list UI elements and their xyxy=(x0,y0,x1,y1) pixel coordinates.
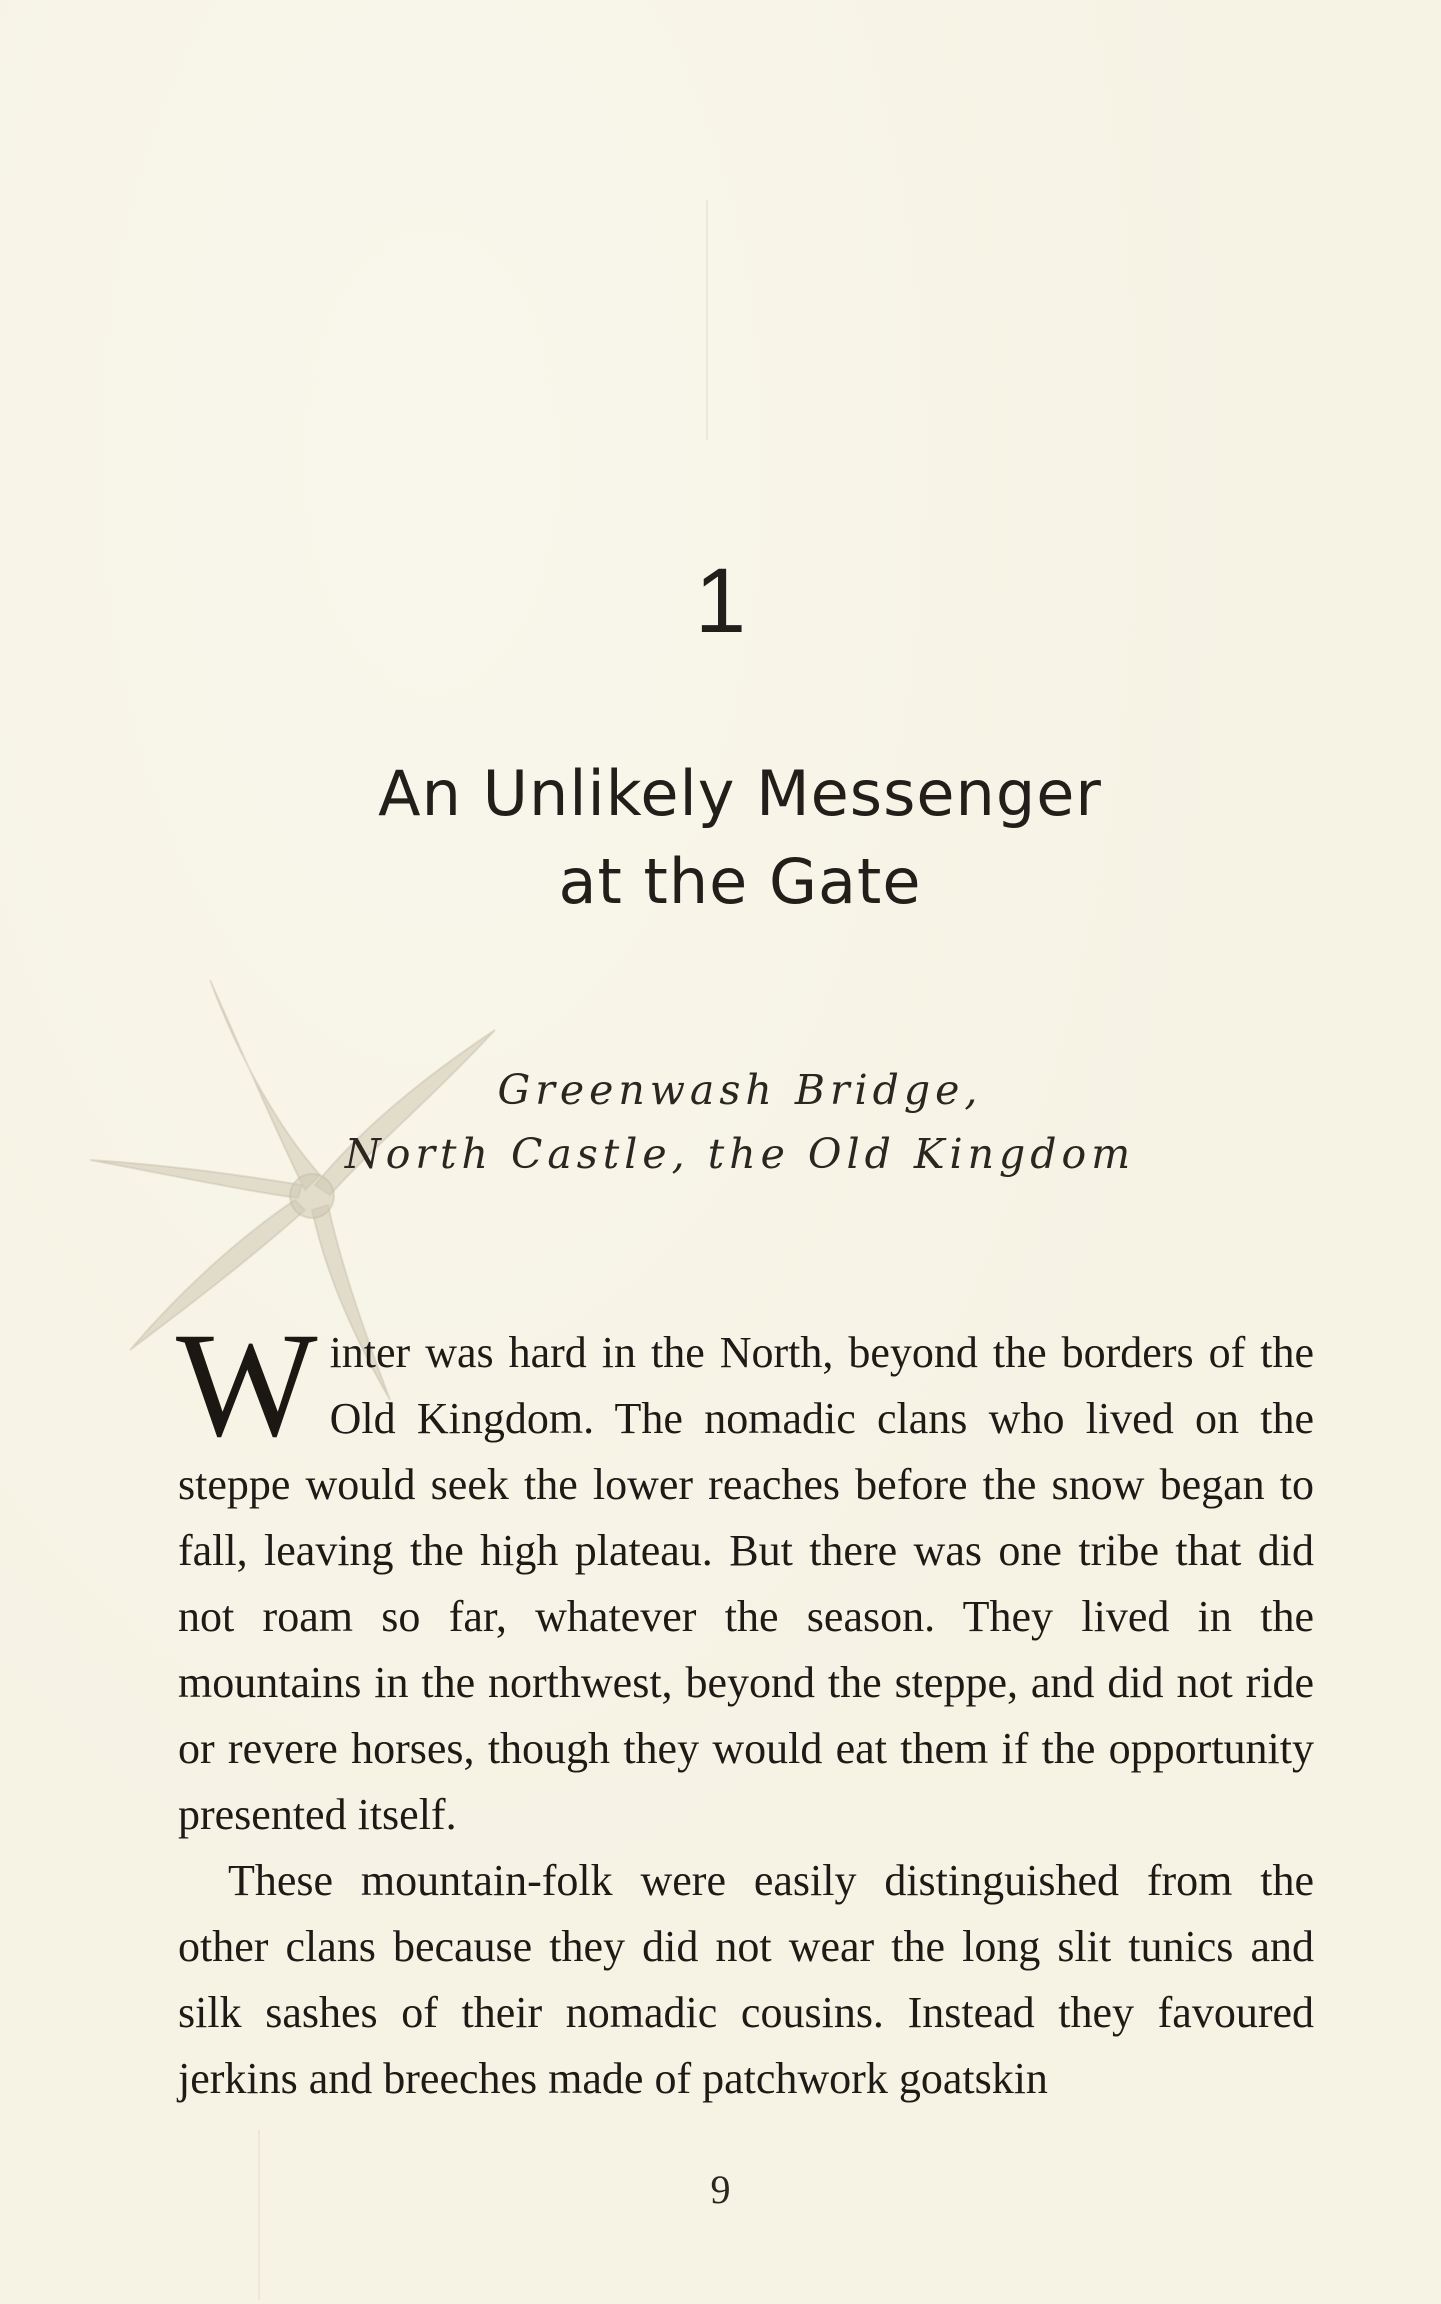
page-crease xyxy=(258,2130,260,2300)
paragraph xyxy=(176,1302,1314,1848)
location-line: Greenwash Bridge, xyxy=(497,1066,983,1114)
body-text xyxy=(176,1302,1314,2112)
drop-cap: W xyxy=(176,1302,318,1468)
page-crease xyxy=(706,200,708,440)
chapter-title-line: at the Gate xyxy=(558,845,922,918)
location-line: North Castle, the Old Kingdom xyxy=(344,1130,1136,1178)
chapter-title-line: An Unlikely Messenger xyxy=(378,757,1102,830)
chapter-location xyxy=(270,1058,1210,1186)
chapter-title xyxy=(240,750,1240,926)
paragraph: These mountain-folk were easily distinguished from the other clans because they did not wear the long slit tunics and silk sashes of their nomadic cousins. Instead they favoured jerkins and breeches made of patchwork goatskin xyxy=(178,1856,1314,2103)
paragraph-text: inter was hard in the North, beyond the borders of the Old Kingdom. The nomadic clans who lived on the steppe would seek the lower reaches before the snow began to fall, leaving the high plateau. But there was one tribe that did not roam so far, whatever the season. They lived in the mountains in the northwest, beyond the steppe, and did not ride or revere horses, though they would eat them if the opportunity presented itself. xyxy=(178,1328,1314,1839)
page-number: 9 xyxy=(710,2167,731,2212)
chapter-number: 1 xyxy=(694,550,747,652)
